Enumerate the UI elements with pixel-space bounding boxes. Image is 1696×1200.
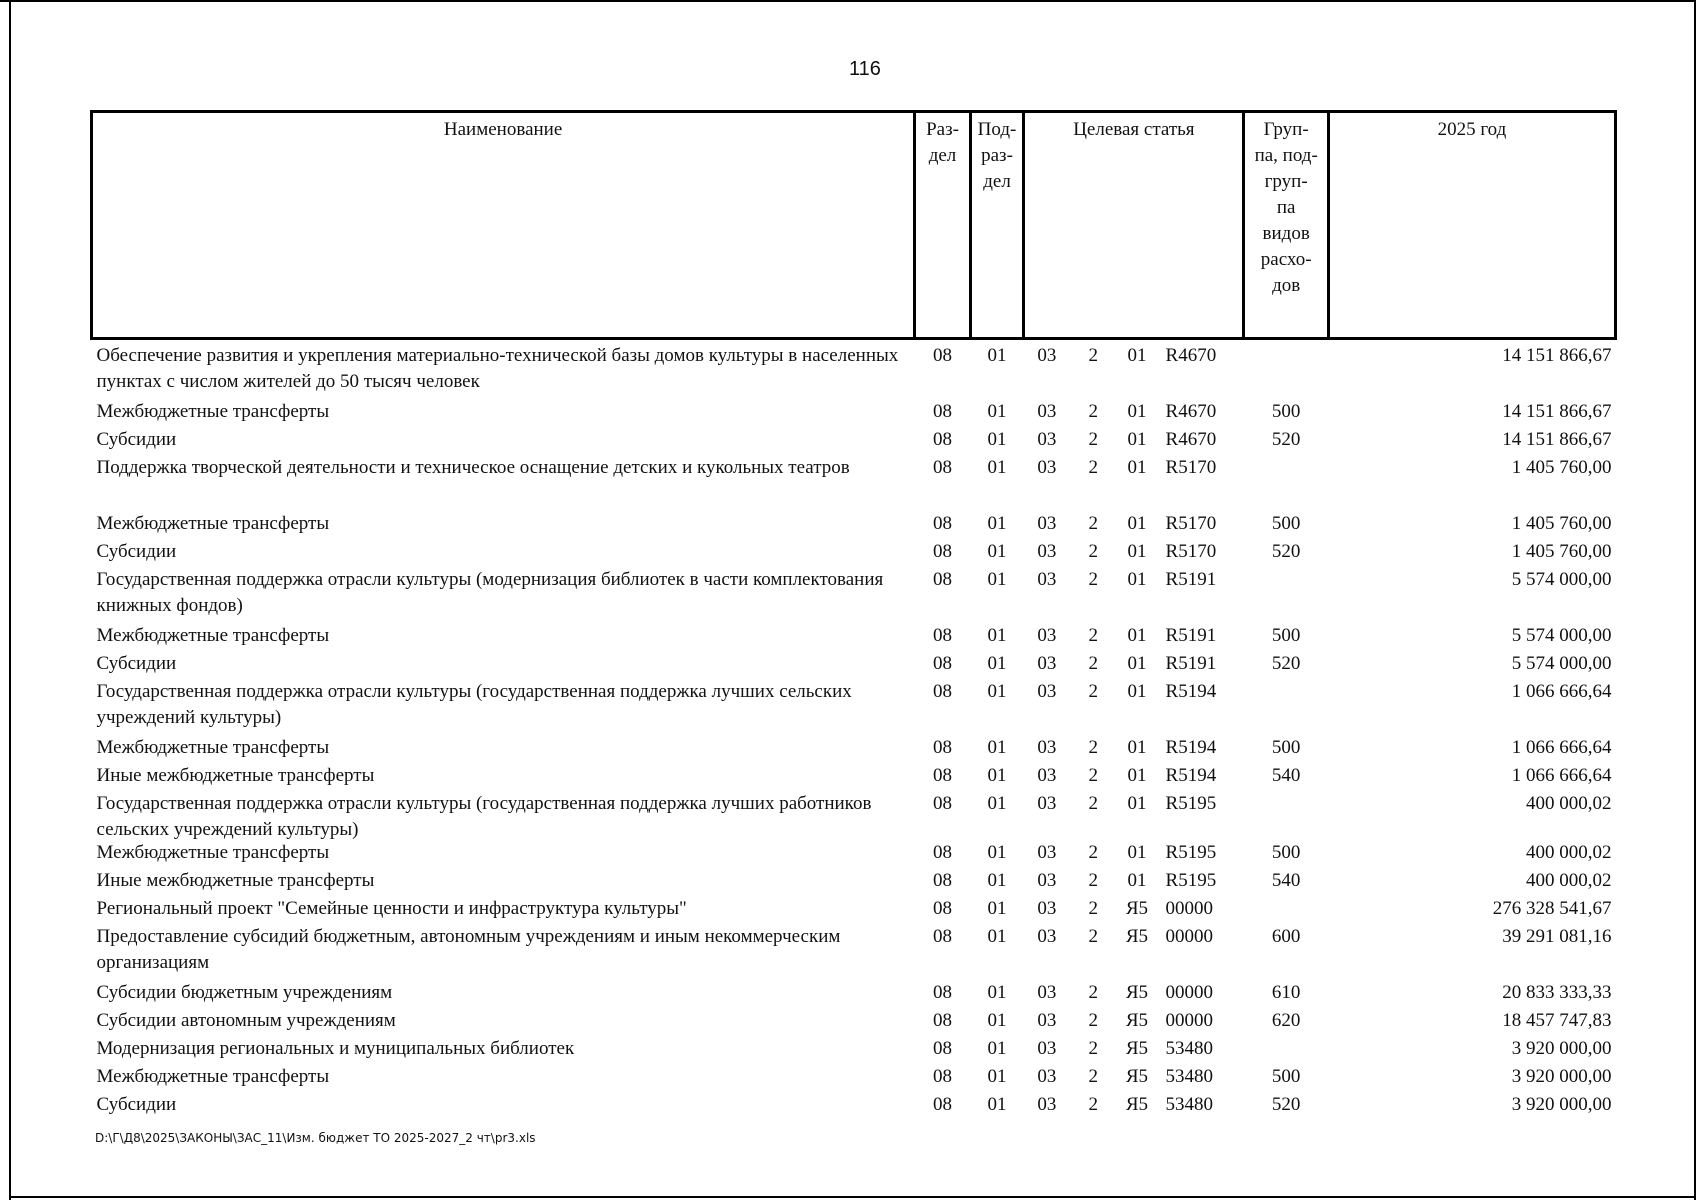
- row-amount-2025: 14 151 866,67: [1502, 345, 1612, 366]
- row-subsection: 01: [987, 842, 1007, 863]
- row-target-code: R5195: [1165, 842, 1217, 863]
- row-target-program: 03: [1037, 345, 1057, 366]
- row-subsection: 01: [987, 569, 1007, 590]
- row-amount-2025: 3 920 000,00: [1511, 1038, 1612, 1059]
- row-target-code: R5191: [1165, 625, 1217, 646]
- table-row: [92, 539, 1616, 567]
- row-target-subprogram: 2: [1088, 1094, 1098, 1115]
- row-target-subprogram: 2: [1088, 1038, 1098, 1059]
- row-section: 08: [932, 653, 952, 674]
- row-target-subprogram: 2: [1088, 513, 1098, 534]
- row-subsection: 01: [987, 681, 1007, 702]
- row-subsection: 01: [987, 1038, 1007, 1059]
- row-amount-2025: 1 066 666,64: [1511, 765, 1612, 786]
- row-target-program: 03: [1037, 982, 1057, 1003]
- row-section: 08: [932, 429, 952, 450]
- row-target-code: R4670: [1165, 345, 1217, 366]
- row-subsection: 01: [987, 457, 1007, 478]
- row-section: 08: [932, 898, 952, 919]
- row-target-event: Я5: [1125, 1094, 1149, 1115]
- row-amount-2025: 1 405 760,00: [1511, 541, 1612, 562]
- table-row: [92, 868, 1616, 896]
- row-target-code: 00000: [1165, 898, 1214, 919]
- row-target-code: 00000: [1165, 982, 1214, 1003]
- row-expense-group: [1244, 791, 1328, 840]
- row-target-program: 03: [1037, 1010, 1057, 1031]
- row-section: 08: [932, 541, 952, 562]
- row-subsection: 01: [987, 1066, 1007, 1087]
- row-name: Субсидии: [96, 541, 177, 562]
- row-expense-group: [1244, 679, 1328, 735]
- row-name: Субсидии автономным учреждениям: [96, 1010, 396, 1031]
- row-target-code: R5170: [1165, 513, 1217, 534]
- row-expense-group: 540: [1271, 765, 1301, 786]
- row-target-subprogram: 2: [1088, 569, 1098, 590]
- row-amount-2025: 14 151 866,67: [1502, 401, 1612, 422]
- row-expense-group: 540: [1271, 870, 1301, 891]
- row-name: Обеспечение развития и укрепления материально-технической базы домов культуры в населенных пунктах с числом жителей до 50 тысяч человек: [96, 345, 899, 392]
- row-target-code: 53480: [1165, 1094, 1214, 1115]
- row-target-program: 03: [1037, 765, 1057, 786]
- row-target-event: 01: [1127, 457, 1147, 478]
- row-target-event: Я5: [1125, 982, 1149, 1003]
- row-target-program: 03: [1037, 653, 1057, 674]
- row-section: 08: [932, 1038, 952, 1059]
- row-section: 08: [932, 926, 952, 947]
- row-amount-2025: 5 574 000,00: [1511, 653, 1612, 674]
- row-expense-group: 500: [1271, 401, 1301, 422]
- row-target-program: 03: [1037, 737, 1057, 758]
- row-target-code: 00000: [1165, 926, 1214, 947]
- row-target-subprogram: 2: [1088, 870, 1098, 891]
- row-expense-group: 620: [1271, 1010, 1301, 1031]
- row-subsection: 01: [987, 926, 1007, 947]
- row-target-event: 01: [1127, 625, 1147, 646]
- table-body: [92, 339, 1616, 1121]
- row-target-event: Я5: [1125, 926, 1149, 947]
- row-target-program: 03: [1037, 541, 1057, 562]
- row-expense-group: [1244, 455, 1328, 511]
- row-expense-group: 500: [1271, 737, 1301, 758]
- table-row: [92, 399, 1616, 427]
- row-amount-2025: 39 291 081,16: [1502, 926, 1612, 947]
- row-section: 08: [932, 842, 952, 863]
- row-section: 08: [932, 1066, 952, 1087]
- row-target-code: R5194: [1165, 737, 1217, 758]
- row-name: Иные межбюджетные трансферты: [96, 870, 375, 891]
- row-expense-group: 500: [1271, 513, 1301, 534]
- page-number: 116: [849, 58, 881, 80]
- row-target-program: 03: [1037, 457, 1057, 478]
- row-subsection: 01: [987, 401, 1007, 422]
- table-row: [92, 896, 1616, 924]
- row-target-program: 03: [1037, 681, 1057, 702]
- row-section: 08: [932, 401, 952, 422]
- table-header: [92, 112, 1616, 339]
- budget-table: [90, 110, 1617, 1120]
- row-target-code: R5170: [1165, 457, 1217, 478]
- row-section: 08: [932, 569, 952, 590]
- row-expense-group: 500: [1271, 625, 1301, 646]
- table-row: [92, 1092, 1616, 1120]
- row-target-subprogram: 2: [1088, 429, 1098, 450]
- frame-border-left: [9, 0, 11, 1200]
- row-target-code: R5170: [1165, 541, 1217, 562]
- row-subsection: 01: [987, 898, 1007, 919]
- header-name: Наименование: [92, 112, 915, 339]
- row-amount-2025: 18 457 747,83: [1502, 1010, 1612, 1031]
- row-target-code: 53480: [1165, 1066, 1214, 1087]
- table-row: [92, 427, 1616, 455]
- row-amount-2025: 14 151 866,67: [1502, 429, 1612, 450]
- row-target-event: Я5: [1125, 1066, 1149, 1087]
- row-section: 08: [932, 457, 952, 478]
- row-subsection: 01: [987, 765, 1007, 786]
- row-expense-group: 610: [1271, 982, 1301, 1003]
- row-target-event: 01: [1127, 345, 1147, 366]
- file-path-footer: D:\Г\Д8\2025\ЗАКОНЫ\ЗАС_11\Изм. бюджет ТО 2025-2027_2 чт\pr3.xls: [95, 1131, 536, 1145]
- row-section: 08: [932, 1010, 952, 1031]
- row-target-code: R5194: [1165, 765, 1217, 786]
- row-subsection: 01: [987, 429, 1007, 450]
- table-row: [92, 735, 1616, 763]
- row-target-event: 01: [1127, 793, 1147, 814]
- row-target-event: 01: [1127, 513, 1147, 534]
- row-target-subprogram: 2: [1088, 842, 1098, 863]
- row-target-code: R5191: [1165, 569, 1217, 590]
- row-name: Межбюджетные трансферты: [96, 1066, 330, 1087]
- row-name: Поддержка творческой деятельности и техническое оснащение детских и кукольных театров: [96, 457, 850, 478]
- row-target-code: 00000: [1165, 1010, 1214, 1031]
- row-amount-2025: 276 328 541,67: [1492, 898, 1612, 919]
- row-target-program: 03: [1037, 429, 1057, 450]
- row-target-event: 01: [1127, 541, 1147, 562]
- row-amount-2025: 400 000,02: [1526, 793, 1612, 814]
- row-subsection: 01: [987, 1010, 1007, 1031]
- table-row: [92, 455, 1616, 511]
- row-expense-group: [1244, 339, 1328, 400]
- row-subsection: 01: [987, 653, 1007, 674]
- header-target-article: Целевая статья: [1024, 112, 1244, 339]
- row-amount-2025: 3 920 000,00: [1511, 1066, 1612, 1087]
- row-target-code: R4670: [1165, 401, 1217, 422]
- row-target-event: Я5: [1125, 1010, 1149, 1031]
- row-section: 08: [932, 765, 952, 786]
- table-row: [92, 1064, 1616, 1092]
- row-target-event: 01: [1127, 653, 1147, 674]
- table-row: [92, 924, 1616, 980]
- row-target-program: 03: [1037, 1038, 1057, 1059]
- row-subsection: 01: [987, 982, 1007, 1003]
- frame-border-bottom: [9, 1196, 1696, 1198]
- row-amount-2025: 3 920 000,00: [1511, 1094, 1612, 1115]
- row-target-program: 03: [1037, 898, 1057, 919]
- row-target-subprogram: 2: [1088, 625, 1098, 646]
- row-subsection: 01: [987, 870, 1007, 891]
- row-amount-2025: 5 574 000,00: [1511, 569, 1612, 590]
- row-section: 08: [932, 737, 952, 758]
- row-amount-2025: 1 066 666,64: [1511, 737, 1612, 758]
- row-target-event: 01: [1127, 870, 1147, 891]
- row-expense-group: 500: [1271, 842, 1301, 863]
- row-target-subprogram: 2: [1088, 793, 1098, 814]
- row-name: Государственная поддержка отрасли культуры (модернизация библиотек в части комплектования книжных фондов): [96, 569, 884, 616]
- row-expense-group: 520: [1271, 653, 1301, 674]
- row-amount-2025: 1 066 666,64: [1511, 681, 1612, 702]
- row-subsection: 01: [987, 1094, 1007, 1115]
- row-name: Межбюджетные трансферты: [96, 842, 330, 863]
- row-target-event: 01: [1127, 429, 1147, 450]
- row-target-program: 03: [1037, 793, 1057, 814]
- row-target-event: 01: [1127, 681, 1147, 702]
- row-target-subprogram: 2: [1088, 982, 1098, 1003]
- row-target-subprogram: 2: [1088, 401, 1098, 422]
- row-section: 08: [932, 345, 952, 366]
- row-target-event: Я5: [1125, 898, 1149, 919]
- row-target-event: 01: [1127, 842, 1147, 863]
- row-expense-group: 520: [1271, 429, 1301, 450]
- row-target-code: R4670: [1165, 429, 1217, 450]
- row-amount-2025: 20 833 333,33: [1502, 982, 1612, 1003]
- row-subsection: 01: [987, 345, 1007, 366]
- row-subsection: 01: [987, 737, 1007, 758]
- header-subsection: Под- раз- дел: [970, 112, 1024, 339]
- row-expense-group: [1244, 896, 1328, 924]
- row-target-event: Я5: [1125, 1038, 1149, 1059]
- row-expense-group: 600: [1271, 926, 1301, 947]
- row-section: 08: [932, 625, 952, 646]
- row-target-subprogram: 2: [1088, 1010, 1098, 1031]
- row-name: Региональный проект "Семейные ценности и инфраструктура культуры": [96, 898, 687, 919]
- table-row: [92, 651, 1616, 679]
- row-amount-2025: 1 405 760,00: [1511, 457, 1612, 478]
- row-target-program: 03: [1037, 842, 1057, 863]
- row-expense-group: 520: [1271, 541, 1301, 562]
- row-target-subprogram: 2: [1088, 681, 1098, 702]
- row-section: 08: [932, 513, 952, 534]
- table-row: [92, 980, 1616, 1008]
- row-name: Межбюджетные трансферты: [96, 513, 330, 534]
- header-expense-group: Груп- па, под- груп- па видов расхо- дов: [1244, 112, 1328, 339]
- row-subsection: 01: [987, 513, 1007, 534]
- row-expense-group: [1244, 1036, 1328, 1064]
- row-target-code: 53480: [1165, 1038, 1214, 1059]
- row-name: Модернизация региональных и муниципальных библиотек: [96, 1038, 575, 1059]
- row-amount-2025: 5 574 000,00: [1511, 625, 1612, 646]
- table-row: [92, 840, 1616, 868]
- row-section: 08: [932, 1094, 952, 1115]
- header-year: 2025 год: [1328, 112, 1615, 339]
- row-amount-2025: 400 000,02: [1526, 842, 1612, 863]
- row-expense-group: 520: [1271, 1094, 1301, 1115]
- row-target-code: R5194: [1165, 681, 1217, 702]
- row-name: Межбюджетные трансферты: [96, 625, 330, 646]
- table-row: [92, 1008, 1616, 1036]
- row-target-subprogram: 2: [1088, 898, 1098, 919]
- row-name: Предоставление субсидий бюджетным, автономным учреждениям и иным некоммерческим организациям: [96, 926, 841, 973]
- row-name: Межбюджетные трансферты: [96, 401, 330, 422]
- row-name: Иные межбюджетные трансферты: [96, 765, 375, 786]
- row-amount-2025: 1 405 760,00: [1511, 513, 1612, 534]
- row-name: Субсидии: [96, 653, 177, 674]
- row-target-program: 03: [1037, 1094, 1057, 1115]
- row-amount-2025: 400 000,02: [1526, 870, 1612, 891]
- table-row: [92, 623, 1616, 651]
- row-subsection: 01: [987, 625, 1007, 646]
- header-section: Раз- дел: [915, 112, 971, 339]
- row-section: 08: [932, 870, 952, 891]
- row-target-program: 03: [1037, 870, 1057, 891]
- row-target-event: 01: [1127, 765, 1147, 786]
- table-row: [92, 679, 1616, 735]
- row-target-event: 01: [1127, 401, 1147, 422]
- row-section: 08: [932, 982, 952, 1003]
- row-target-program: 03: [1037, 926, 1057, 947]
- row-name: Субсидии: [96, 429, 177, 450]
- row-expense-group: [1244, 567, 1328, 623]
- row-name: Межбюджетные трансферты: [96, 737, 330, 758]
- row-target-program: 03: [1037, 625, 1057, 646]
- row-target-subprogram: 2: [1088, 541, 1098, 562]
- table-row: [92, 511, 1616, 539]
- row-target-code: R5195: [1165, 793, 1217, 814]
- table-row: [92, 791, 1616, 840]
- row-target-program: 03: [1037, 569, 1057, 590]
- row-target-code: R5191: [1165, 653, 1217, 674]
- row-section: 08: [932, 681, 952, 702]
- row-target-subprogram: 2: [1088, 457, 1098, 478]
- row-name-text: Государственная поддержка отрасли культуры (государственная поддержка лучших работников сельских учреждений культуры): [96, 793, 872, 840]
- row-target-program: 03: [1037, 401, 1057, 422]
- row-name: Государственная поддержка отрасли культуры (государственная поддержка лучших сельских учреждений культуры): [96, 681, 852, 728]
- row-target-subprogram: 2: [1088, 653, 1098, 674]
- row-target-subprogram: 2: [1088, 765, 1098, 786]
- row-name: Субсидии бюджетным учреждениям: [96, 982, 393, 1003]
- row-target-subprogram: 2: [1088, 737, 1098, 758]
- table-row: [92, 567, 1616, 623]
- row-target-program: 03: [1037, 513, 1057, 534]
- row-target-subprogram: 2: [1088, 926, 1098, 947]
- row-section: 08: [932, 793, 952, 814]
- row-name: [92, 791, 915, 840]
- row-target-event: 01: [1127, 737, 1147, 758]
- row-name: Субсидии: [96, 1094, 177, 1115]
- row-target-subprogram: 2: [1088, 345, 1098, 366]
- row-subsection: 01: [987, 541, 1007, 562]
- row-expense-group: 500: [1271, 1066, 1301, 1087]
- row-subsection: 01: [987, 793, 1007, 814]
- row-target-code: R5195: [1165, 870, 1217, 891]
- row-target-program: 03: [1037, 1066, 1057, 1087]
- row-target-event: 01: [1127, 569, 1147, 590]
- frame-border-top: [0, 0, 1696, 2]
- table-row: [92, 763, 1616, 791]
- row-target-subprogram: 2: [1088, 1066, 1098, 1087]
- table-row: [92, 1036, 1616, 1064]
- table-row: [92, 339, 1616, 400]
